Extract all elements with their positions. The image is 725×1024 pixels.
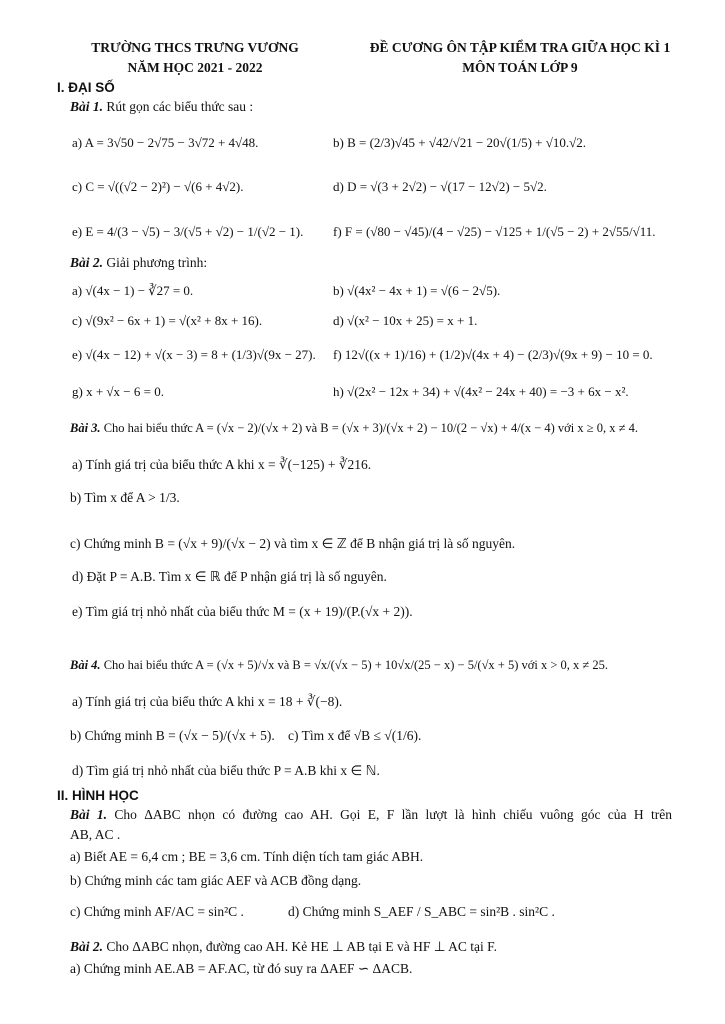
problem-text: Cho hai biểu thức A = (√x − 2)/(√x + 2) và B = (√x + 3)/(√x + 2) − 10/(2 − √x) + 4/(x − 4) với x ≥ 0, x ≠ 4.	[100, 421, 638, 435]
g1-item-a: a) Biết AE = 6,4 cm ; BE = 3,6 cm. Tính diện tích tam giác ABH.	[70, 849, 424, 864]
g1-item-c: c) Chứng minh AF/AC = sin²C .	[70, 904, 244, 919]
problem-label: Bài 1.	[70, 807, 107, 822]
a2-item-a: a) √(4x − 1) − ∛27 = 0.	[72, 283, 194, 298]
section-algebra-heading: I. ĐẠI SỐ	[57, 80, 115, 95]
problem-label: Bài 3.	[70, 421, 101, 435]
g1-item-b: b) Chứng minh các tam giác AEF và ACB đồng dạng.	[70, 873, 362, 888]
a2-item-b: b) √(4x² − 4x + 1) = √(6 − 2√5).	[333, 283, 501, 298]
school-header	[60, 38, 330, 78]
problem-text: Giải phương trình:	[103, 255, 208, 270]
algebra-b1-heading	[70, 98, 253, 116]
a3-item-b: b) Tìm x để A > 1/3.	[70, 490, 180, 505]
problem-text: Cho ΔABC nhọn có đường cao AH. Gọi E, F lần lượt là hình chiếu vuông góc của H trên	[107, 807, 672, 822]
a4-item-d: d) Tìm giá trị nhỏ nhất của biểu thức P = A.B khi x ∈ ℕ.	[72, 763, 380, 778]
a3-item-c: c) Chứng minh B = (√x + 9)/(√x − 2) và tìm x ∈ ℤ để B nhận giá trị là số nguyên.	[70, 536, 516, 551]
a2-item-g: g) x + √x − 6 = 0.	[72, 384, 164, 399]
geometry-b1-heading	[70, 806, 672, 824]
problem-label: Bài 2.	[70, 255, 104, 270]
a1-item-e: e) E = 4/(3 − √5) − 3/(√5 + √2) − 1/(√2 − 1).	[72, 224, 304, 239]
a1-item-d: d) D = √(3 + 2√2) − √(17 − 12√2) − 5√2.	[333, 179, 547, 194]
exam-subject: MÔN TOÁN LỚP 9	[462, 60, 578, 75]
a2-item-e: e) √(4x − 12) + √(x − 3) = 8 + (1/3)√(9x − 27).	[72, 347, 316, 362]
section-geometry-heading: II. HÌNH HỌC	[57, 788, 139, 803]
problem-label: Bài 2.	[70, 939, 104, 954]
problem-text: Cho hai biểu thức A = (√x + 5)/√x và B = √x/(√x − 5) + 10√x/(25 − x) − 5/(√x + 5) với x > 0, x ≠ 25.	[100, 658, 609, 672]
g2-item-a: a) Chứng minh AE.AB = AF.AC, từ đó suy ra ΔAEF ∽ ΔACB.	[70, 961, 413, 976]
a1-item-b: b) B = (2/3)√45 + √42/√21 − 20√(1/5) + √10.√2.	[333, 135, 587, 150]
problem-text: Cho ΔABC nhọn, đường cao AH. Kẻ HE ⊥ AB tại E và HF ⊥ AC tại F.	[103, 939, 497, 954]
school-year: NĂM HỌC 2021 - 2022	[127, 60, 263, 75]
a2-item-h: h) √(2x² − 12x + 34) + √(4x² − 24x + 40) = −3 + 6x − x².	[333, 384, 629, 399]
algebra-b3-heading	[70, 419, 638, 437]
algebra-b2-heading	[70, 254, 207, 272]
g1-item-d: d) Chứng minh S_AEF / S_ABC = sin²B . sin²C .	[288, 904, 555, 919]
a1-item-f: f) F = (√80 − √45)/(4 − √25) − √125 + 1/(√5 − 2) + 2√55/√11.	[333, 224, 656, 239]
a4-item-c: c) Tìm x để √B ≤ √(1/6).	[288, 728, 422, 743]
algebra-b4-heading	[70, 656, 608, 674]
a2-item-f: f) 12√((x + 1)/16) + (1/2)√(4x + 4) − (2/3)√(9x + 9) − 10 = 0.	[333, 347, 653, 362]
a4-item-a: a) Tính giá trị của biểu thức A khi x = 18 + ∛(−8).	[72, 694, 343, 709]
a3-item-a: a) Tính giá trị của biểu thức A khi x = ∛(−125) + ∛216.	[72, 457, 372, 472]
a2-item-c: c) √(9x² − 6x + 1) = √(x² + 8x + 16).	[72, 313, 263, 328]
geometry-b1-heading-cont: AB, AC .	[70, 827, 121, 842]
problem-text: Rút gọn các biểu thức sau :	[103, 99, 254, 114]
problem-label: Bài 1.	[70, 99, 104, 114]
a4-item-b: b) Chứng minh B = (√x − 5)/(√x + 5).	[70, 728, 275, 743]
problem-label: Bài 4.	[70, 658, 101, 672]
school-name: TRƯỜNG THCS TRƯNG VƯƠNG	[91, 40, 299, 55]
a3-item-e: e) Tìm giá trị nhỏ nhất của biểu thức M = (x + 19)/(P.(√x + 2)).	[72, 604, 413, 619]
geometry-b2-heading	[70, 938, 497, 956]
exam-title: ĐỀ CƯƠNG ÔN TẬP KIỂM TRA GIỮA HỌC KÌ 1	[369, 40, 671, 55]
a3-item-d: d) Đặt P = A.B. Tìm x ∈ ℝ để P nhận giá trị là số nguyên.	[72, 569, 387, 584]
a1-item-c: c) C = √((√2 − 2)²) − √(6 + 4√2).	[72, 179, 244, 194]
a2-item-d: d) √(x² − 10x + 25) = x + 1.	[333, 313, 478, 328]
a1-item-a: a) A = 3√50 − 2√75 − 3√72 + 4√48.	[72, 135, 259, 150]
exam-header	[330, 38, 710, 78]
